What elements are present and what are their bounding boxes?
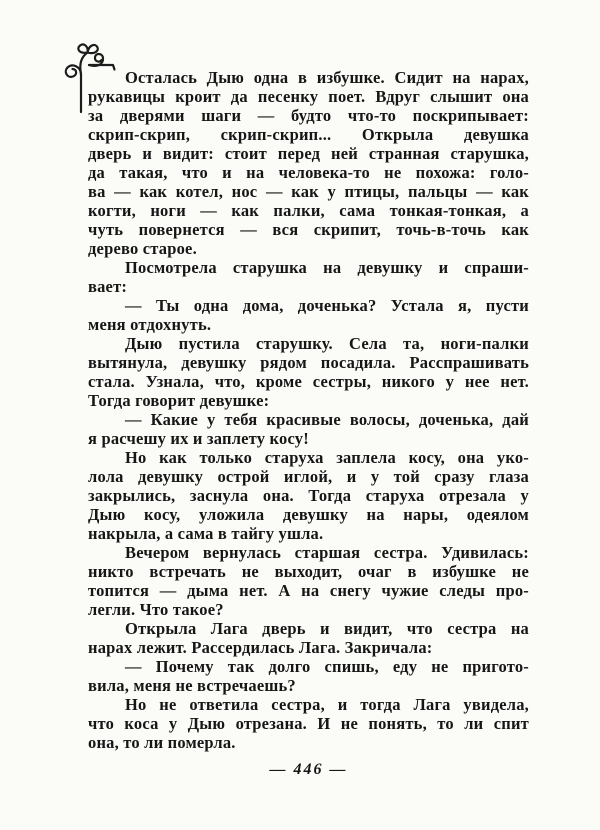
paragraph bbox=[88, 68, 529, 258]
text-column bbox=[88, 68, 529, 779]
text-line: нарах лежит. Рассердилась Лага. Закричала: bbox=[88, 638, 433, 657]
text-line: накрыла, а сама в тайгу ушла. bbox=[88, 524, 324, 543]
text-line: когти, ноги — как палки, сама тонкая-тонкая, а bbox=[88, 201, 529, 220]
text-line: Но не ответила сестра, и тогда Лага увидела, bbox=[125, 695, 529, 714]
text-line: — Ты одна дома, доченька? Устала я, пусти bbox=[125, 296, 529, 315]
text-line: Посмотрела старушка на девушку и спраши- bbox=[125, 258, 529, 277]
text-line: Дыю косу, уложила девушку на нары, одеялом bbox=[88, 505, 529, 524]
text-line: дерево старое. bbox=[88, 239, 197, 258]
text-line: рукавицы кроит да песенку поет. Вдруг слышит она bbox=[88, 87, 529, 106]
text-line: никто встречать не выходит, очаг в избушке не bbox=[88, 562, 529, 581]
text-line: Но как только старуха заплела косу, она уко- bbox=[125, 448, 529, 467]
text-line: да такая, что и на человека-то не похожа: голо- bbox=[88, 163, 529, 182]
text-line: Тогда говорит девушке: bbox=[88, 391, 270, 410]
text-line: ва — как котел, нос — как у птицы, пальцы — как bbox=[88, 182, 529, 201]
text-line: вила, меня не встречаешь? bbox=[88, 676, 296, 695]
text-line: вытянула, девушку рядом посадила. Расспрашивать bbox=[88, 353, 529, 372]
text-line: топится — дыма нет. А на снегу чужие следы про- bbox=[88, 581, 529, 600]
flourish-left-spiral bbox=[66, 66, 81, 77]
paragraph bbox=[88, 296, 529, 334]
page-number: — 446 — bbox=[269, 761, 348, 778]
paragraph bbox=[88, 448, 529, 543]
text-line: меня отдохнуть. bbox=[88, 315, 212, 334]
text-line: легли. Что такое? bbox=[88, 600, 224, 619]
text-line: Открыла Лага дверь и видит, что сестра на bbox=[125, 619, 529, 638]
paragraph bbox=[88, 258, 529, 296]
text-line: — Какие у тебя красивые волосы, доченька, дай bbox=[125, 410, 529, 429]
story-text bbox=[88, 68, 529, 752]
text-line: Осталась Дыю одна в избушке. Сидит на нарах, bbox=[125, 68, 529, 87]
text-line: стала. Узнала, что, кроме сестры, никого у нее нет. bbox=[88, 372, 529, 391]
text-line: — Почему так долго спишь, еду не пригото- bbox=[125, 657, 529, 676]
text-line: за дверями шаги — будто что-то поскрипывает: bbox=[88, 106, 529, 125]
paragraph bbox=[88, 334, 529, 410]
text-line: лола девушку острой иглой, и у той сразу глаза bbox=[88, 467, 529, 486]
text-line: она, то ли померла. bbox=[88, 733, 236, 752]
paragraph bbox=[88, 410, 529, 448]
text-line: дверь и видит: стоит перед ней странная старушка, bbox=[88, 144, 529, 163]
text-line: вает: bbox=[88, 277, 128, 296]
text-line: Дыю пустила старушку. Села та, ноги-палки bbox=[125, 334, 529, 353]
flourish-stem bbox=[80, 53, 87, 75]
paragraph bbox=[88, 695, 529, 752]
paragraph bbox=[88, 543, 529, 619]
text-line: скрип-скрип, скрип-скрип... Открыла девушка bbox=[88, 125, 529, 144]
text-line: Вечером вернулась старшая сестра. Удивилась: bbox=[125, 543, 529, 562]
text-line: я расчешу их и заплету косу! bbox=[88, 429, 309, 448]
flourish-fleur bbox=[78, 44, 97, 53]
text-line: закрылись, заснула она. Тогда старуха отрезала у bbox=[88, 486, 529, 505]
paragraph bbox=[88, 619, 529, 657]
paragraph bbox=[88, 657, 529, 695]
text-line: чуть повернется — вся скрипит, точь-в-точь как bbox=[88, 220, 529, 239]
text-line: что коса у Дыю отрезана. И не понять, то ли спит bbox=[88, 714, 529, 733]
